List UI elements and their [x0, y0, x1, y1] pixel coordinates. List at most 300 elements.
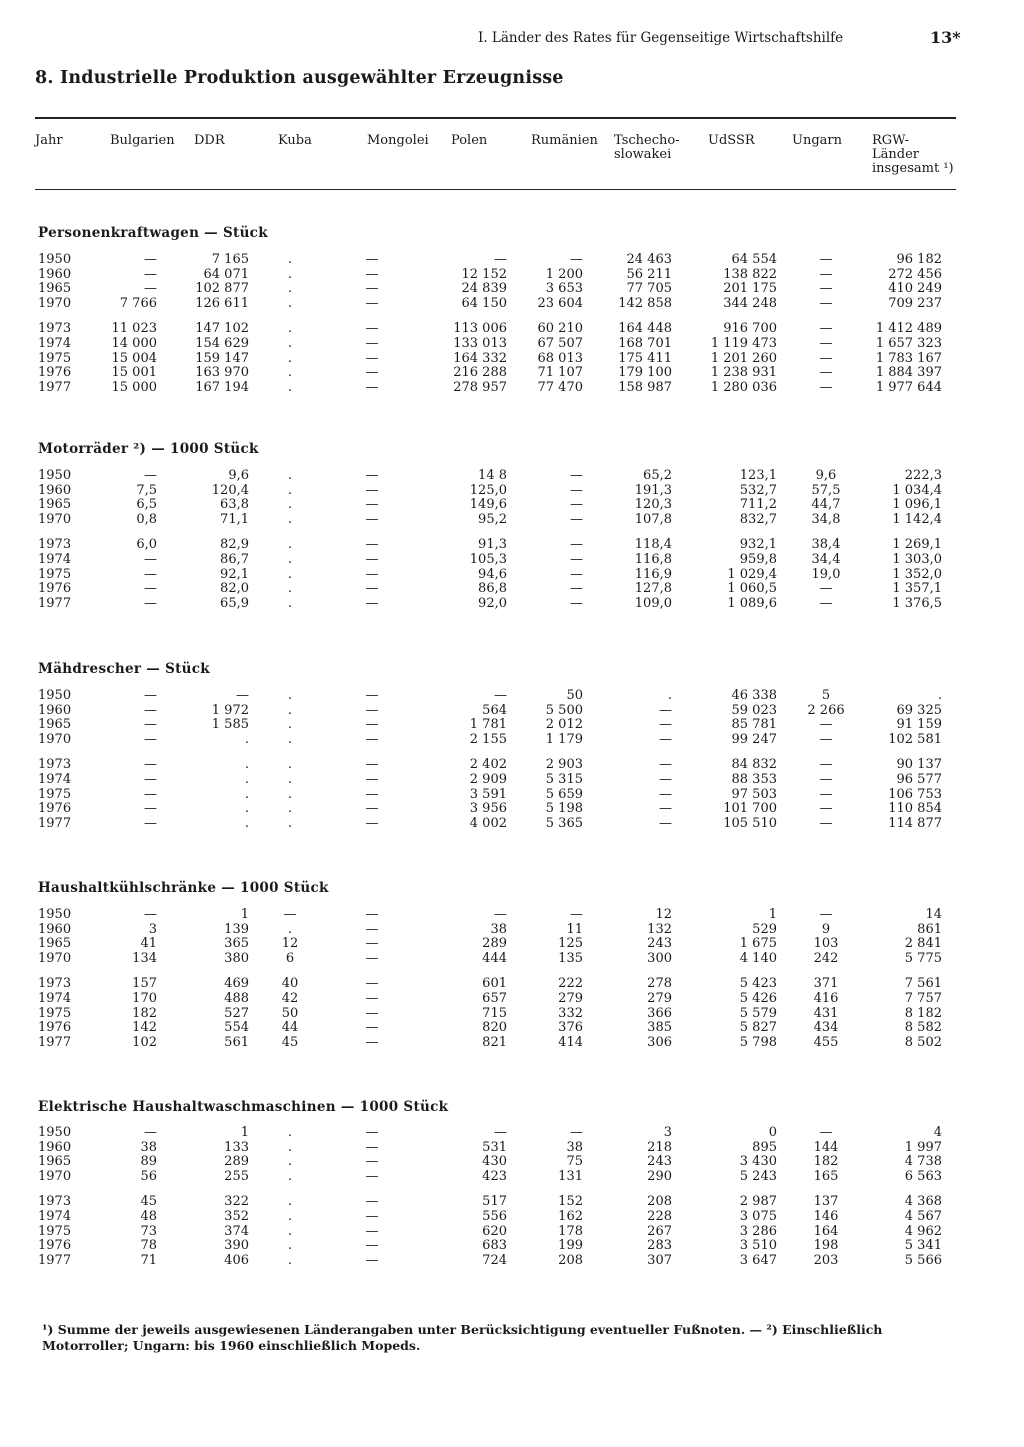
cell-ussr: 4 140 — [739, 950, 777, 966]
cell-cmea-total: 110 854 — [888, 801, 942, 817]
cell-poland: 38 — [490, 921, 507, 937]
cell-year: 1970 — [38, 1168, 72, 1184]
cell-ussr: 959,8 — [739, 552, 777, 567]
table-row — [0, 758, 1024, 773]
cell-romania: — — [570, 595, 583, 611]
cell-cuba: . — [287, 757, 293, 773]
cell-poland: 24 839 — [461, 281, 507, 297]
cell-czechoslovakia: 267 — [647, 1223, 672, 1239]
cell-ussr: 3 647 — [739, 1252, 777, 1268]
cell-mongolia: — — [365, 566, 379, 582]
cell-cuba: . — [287, 1223, 293, 1239]
cell-year: 1973 — [38, 976, 72, 992]
cell-hungary: 38,4 — [811, 537, 841, 553]
cell-mongolia: — — [365, 815, 379, 831]
table-row — [0, 469, 1024, 484]
cell-poland: 105,3 — [469, 552, 507, 567]
cell-hungary: 57,5 — [811, 482, 841, 498]
cell-czechoslovakia: 118,4 — [634, 537, 672, 553]
cell-mongolia: — — [365, 281, 379, 297]
cell-bulgaria: 89 — [140, 1154, 157, 1170]
cell-cuba: . — [287, 815, 293, 831]
table-row — [0, 992, 1024, 1007]
footnote: ¹) Summe der jeweils ausgewiesenen Länderangaben unter Berücksichtigung eventueller Fußnoten. — ²) Einschließlich Motorroller; Ungarn: bis 1960 einschließlich Mopeds. — [42, 1322, 883, 1353]
cell-gdr: 63,8 — [220, 497, 249, 513]
cell-year: 1975 — [38, 566, 72, 582]
cell-cuba: 44 — [281, 1020, 299, 1036]
cell-hungary: 242 — [813, 950, 839, 966]
cell-romania: 152 — [558, 1194, 583, 1210]
cell-cuba: . — [287, 468, 293, 483]
cell-bulgaria: 45 — [140, 1194, 157, 1210]
cell-bulgaria: 48 — [140, 1209, 157, 1224]
cell-gdr: 163 970 — [195, 365, 249, 381]
cell-cuba: — — [283, 907, 297, 922]
cell-romania: 135 — [558, 950, 583, 966]
cell-gdr: 1 972 — [211, 702, 249, 718]
cell-romania: 279 — [558, 991, 583, 1006]
cell-romania: 2 903 — [545, 757, 583, 773]
cell-hungary: — — [819, 365, 833, 381]
cell-mongolia: — — [365, 717, 379, 733]
table-row — [0, 923, 1024, 938]
table-row — [0, 282, 1024, 297]
cell-cuba: . — [287, 786, 293, 802]
cell-gdr: 406 — [224, 1252, 249, 1268]
cell-romania: 5 198 — [545, 801, 583, 817]
table-title: 8. Industrielle Produktion ausgewählter Erzeugnisse — [35, 68, 564, 88]
cell-gdr: 92,1 — [220, 566, 249, 582]
cell-poland: 125,0 — [469, 482, 507, 498]
cell-mongolia: — — [365, 1139, 379, 1155]
cell-mongolia: — — [365, 581, 379, 597]
cell-poland: 601 — [482, 976, 507, 992]
cell-year: 1976 — [38, 801, 72, 817]
cell-year: 1976 — [38, 1020, 72, 1036]
cell-cmea-total: 90 137 — [896, 757, 942, 773]
cell-poland: 2 909 — [469, 772, 507, 787]
column-header-year: Jahr — [35, 133, 63, 148]
cell-mongolia: — — [365, 801, 379, 817]
cell-gdr: 102 877 — [195, 281, 249, 297]
cell-cmea-total: 1 376,5 — [892, 595, 942, 611]
cell-mongolia: — — [365, 295, 379, 311]
cell-cuba: . — [287, 266, 293, 282]
cell-mongolia: — — [365, 1252, 379, 1268]
cell-gdr: 469 — [224, 976, 249, 992]
cell-poland: — — [494, 1125, 507, 1140]
cell-year: 1973 — [38, 321, 72, 337]
cell-romania: 332 — [558, 1005, 583, 1021]
cell-ussr: 529 — [752, 921, 777, 937]
cell-poland: 91,3 — [478, 537, 507, 553]
cell-year: 1977 — [38, 379, 72, 395]
table-row — [0, 1141, 1024, 1156]
cell-ussr: 895 — [752, 1139, 777, 1155]
table-row — [0, 802, 1024, 817]
cell-cmea-total: 1 096,1 — [892, 497, 942, 513]
cell-bulgaria: — — [144, 688, 157, 703]
column-header-poland: Polen — [451, 133, 488, 148]
cell-mongolia: — — [365, 976, 379, 992]
cell-hungary: — — [819, 379, 833, 395]
cell-cuba: 50 — [281, 1005, 299, 1021]
cell-romania: — — [570, 907, 583, 922]
cell-romania: 1 179 — [545, 731, 583, 747]
cell-ussr: 532,7 — [739, 482, 777, 498]
cell-cmea-total: 5 566 — [904, 1252, 942, 1268]
cell-ussr: 99 247 — [731, 731, 777, 747]
cell-poland: — — [494, 252, 507, 267]
cell-hungary: 434 — [813, 1020, 839, 1036]
cell-czechoslovakia: 243 — [647, 1154, 672, 1170]
table-row — [0, 773, 1024, 788]
cell-hungary: — — [819, 717, 833, 733]
cell-cuba: 42 — [281, 991, 299, 1006]
cell-poland: 164 332 — [453, 350, 507, 366]
table-row — [0, 1225, 1024, 1240]
cell-cuba: . — [287, 581, 293, 597]
cell-cuba: . — [287, 281, 293, 297]
cell-mongolia: — — [365, 1223, 379, 1239]
cell-mongolia: — — [365, 552, 379, 567]
table-row — [0, 908, 1024, 923]
cell-czechoslovakia: 132 — [647, 921, 672, 937]
cell-cmea-total: 1 412 489 — [875, 321, 942, 337]
table-row — [0, 733, 1024, 748]
cell-poland: 821 — [482, 1034, 507, 1050]
cell-mongolia: — — [365, 482, 379, 498]
cell-cmea-total: 106 753 — [888, 786, 942, 802]
table-row — [0, 381, 1024, 396]
cell-mongolia: — — [365, 731, 379, 747]
cell-romania: 3 653 — [545, 281, 583, 297]
cell-hungary: — — [819, 1125, 833, 1140]
table-row — [0, 337, 1024, 352]
cell-cmea-total: 1 352,0 — [892, 566, 942, 582]
cell-gdr: 159 147 — [195, 350, 249, 366]
cell-cuba: . — [287, 1209, 293, 1224]
cell-czechoslovakia: 116,9 — [634, 566, 672, 582]
cell-romania: — — [570, 482, 583, 498]
cell-romania: 67 507 — [537, 336, 583, 351]
cell-czechoslovakia: 307 — [647, 1252, 672, 1268]
cell-cuba: 45 — [281, 1034, 299, 1050]
cell-romania: — — [570, 552, 583, 567]
cell-romania: — — [570, 566, 583, 582]
table-row — [0, 788, 1024, 803]
cell-ussr: 85 781 — [731, 717, 777, 733]
cell-cmea-total: 1 142,4 — [892, 511, 942, 527]
cell-bulgaria: 3 — [148, 921, 157, 937]
page-number: 13* — [930, 28, 961, 47]
cell-year: 1977 — [38, 815, 72, 831]
cell-romania: 38 — [566, 1139, 583, 1155]
cell-cmea-total: 1 357,1 — [892, 581, 942, 597]
cell-cmea-total: . — [937, 688, 942, 703]
cell-romania: — — [570, 497, 583, 513]
cell-bulgaria: 41 — [140, 936, 157, 952]
cell-gdr: 365 — [224, 936, 249, 952]
cell-mongolia: — — [365, 757, 379, 773]
cell-ussr: 3 510 — [739, 1238, 777, 1254]
cell-czechoslovakia: 278 — [647, 976, 672, 992]
cell-cuba: . — [287, 688, 293, 703]
cell-cuba: . — [287, 1168, 293, 1184]
cell-czechoslovakia: — — [659, 786, 672, 802]
cell-gdr: 65,9 — [220, 595, 249, 611]
section-title: Elektrische Haushaltwaschmaschinen — 1000 Stück — [38, 1099, 449, 1115]
cell-ussr: 101 700 — [723, 801, 777, 817]
cell-bulgaria: 11 023 — [111, 321, 157, 337]
cell-hungary: — — [819, 595, 833, 611]
cell-bulgaria: 142 — [132, 1020, 157, 1036]
cell-czechoslovakia: 116,8 — [634, 552, 672, 567]
cell-poland: 556 — [482, 1209, 507, 1224]
column-header-romania: Rumänien — [531, 133, 598, 148]
cell-cmea-total: 1 303,0 — [892, 552, 942, 567]
cell-cmea-total: 709 237 — [888, 295, 942, 311]
table-row — [0, 817, 1024, 832]
cell-gdr: . — [244, 731, 249, 747]
cell-czechoslovakia: 107,8 — [634, 511, 672, 527]
cell-czechoslovakia: 142 858 — [618, 295, 672, 311]
cell-cuba: . — [287, 1238, 293, 1254]
cell-year: 1973 — [38, 537, 72, 553]
cell-gdr: 352 — [224, 1209, 249, 1224]
cell-romania: 125 — [558, 936, 583, 952]
cell-poland: 820 — [482, 1020, 507, 1036]
cell-gdr: 86,7 — [220, 552, 249, 567]
cell-romania: 414 — [558, 1034, 583, 1050]
cell-bulgaria: 38 — [140, 1139, 157, 1155]
cell-ussr: 64 554 — [731, 252, 777, 267]
cell-poland: 657 — [482, 991, 507, 1006]
cell-cmea-total: 1 783 167 — [875, 350, 942, 366]
cell-gdr: 133 — [224, 1139, 249, 1155]
cell-poland: 216 288 — [453, 365, 507, 381]
header-rule-bottom — [35, 189, 956, 190]
cell-poland: 2 155 — [469, 731, 507, 747]
cell-bulgaria: 15 004 — [111, 350, 157, 366]
cell-hungary: 146 — [813, 1209, 839, 1224]
cell-hungary: 165 — [813, 1168, 839, 1184]
cell-cuba: . — [287, 801, 293, 817]
cell-cmea-total: 222,3 — [904, 468, 942, 483]
cell-cmea-total: 272 456 — [888, 266, 942, 282]
table-row — [0, 582, 1024, 597]
cell-cmea-total: 91 159 — [896, 717, 942, 733]
cell-czechoslovakia: 109,0 — [634, 595, 672, 611]
cell-romania: 178 — [558, 1223, 583, 1239]
cell-romania: 1 200 — [545, 266, 583, 282]
cell-mongolia: — — [365, 936, 379, 952]
cell-hungary: 203 — [813, 1252, 839, 1268]
cell-poland: 620 — [482, 1223, 507, 1239]
table-row — [0, 513, 1024, 528]
cell-czechoslovakia: 127,8 — [634, 581, 672, 597]
cell-ussr: 3 430 — [739, 1154, 777, 1170]
cell-gdr: — — [236, 688, 249, 703]
cell-mongolia: — — [365, 1238, 379, 1254]
cell-mongolia: — — [365, 688, 379, 703]
cell-hungary: — — [819, 252, 833, 267]
cell-bulgaria: — — [144, 702, 157, 718]
cell-cuba: . — [287, 566, 293, 582]
cell-year: 1974 — [38, 552, 72, 567]
cell-ussr: 1 238 931 — [710, 365, 777, 381]
cell-bulgaria: — — [144, 757, 157, 773]
cell-year: 1977 — [38, 1252, 72, 1268]
cell-ussr: 5 827 — [739, 1020, 777, 1036]
cell-cuba: . — [287, 511, 293, 527]
cell-cmea-total: 8 182 — [904, 1005, 942, 1021]
cell-year: 1965 — [38, 497, 72, 513]
cell-gdr: 374 — [224, 1223, 249, 1239]
cell-ussr: 832,7 — [739, 511, 777, 527]
cell-mongolia: — — [365, 1005, 379, 1021]
cell-year: 1977 — [38, 595, 72, 611]
cell-hungary: 198 — [813, 1238, 839, 1254]
cell-cuba: . — [287, 497, 293, 513]
cell-hungary: 371 — [813, 976, 839, 992]
cell-poland: — — [494, 688, 507, 703]
cell-year: 1976 — [38, 1238, 72, 1254]
cell-czechoslovakia: 120,3 — [634, 497, 672, 513]
cell-cmea-total: 96 182 — [896, 252, 942, 267]
cell-poland: 289 — [482, 936, 507, 952]
cell-ussr: 5 579 — [739, 1005, 777, 1021]
cell-cmea-total: 102 581 — [888, 731, 942, 747]
cell-poland: 1 781 — [469, 717, 507, 733]
cell-year: 1976 — [38, 365, 72, 381]
cell-hungary: 416 — [813, 991, 839, 1006]
cell-ussr: 711,2 — [739, 497, 777, 513]
table-row — [0, 952, 1024, 967]
cell-ussr: 1 — [768, 907, 777, 922]
cell-romania: 208 — [558, 1252, 583, 1268]
cell-gdr: 527 — [224, 1005, 249, 1021]
cell-year: 1970 — [38, 731, 72, 747]
cell-bulgaria: — — [144, 566, 157, 582]
column-header-cuba: Kuba — [278, 133, 312, 148]
cell-cmea-total: 1 034,4 — [892, 482, 942, 498]
cell-year: 1965 — [38, 717, 72, 733]
cell-gdr: 488 — [224, 991, 249, 1006]
cell-ussr: 138 822 — [723, 266, 777, 282]
cell-year: 1970 — [38, 950, 72, 966]
cell-romania: 376 — [558, 1020, 583, 1036]
cell-romania: 5 365 — [545, 815, 583, 831]
cell-year: 1965 — [38, 1154, 72, 1170]
cell-poland: 430 — [482, 1154, 507, 1170]
cell-romania: 131 — [558, 1168, 583, 1184]
cell-bulgaria: 7,5 — [136, 482, 157, 498]
cell-ussr: 3 286 — [739, 1223, 777, 1239]
cell-bulgaria: 73 — [140, 1223, 157, 1239]
cell-romania: — — [570, 252, 583, 267]
cell-poland: 531 — [482, 1139, 507, 1155]
cell-year: 1975 — [38, 1223, 72, 1239]
cell-ussr: 59 023 — [731, 702, 777, 718]
cell-poland: 12 152 — [461, 266, 507, 282]
cell-poland: 724 — [482, 1252, 507, 1268]
cell-bulgaria: — — [144, 907, 157, 922]
cell-mongolia: — — [365, 786, 379, 802]
table-row — [0, 538, 1024, 553]
cell-bulgaria: — — [144, 266, 157, 282]
cell-ussr: 105 510 — [723, 815, 777, 831]
cell-mongolia: — — [365, 379, 379, 395]
cell-hungary: 164 — [813, 1223, 839, 1239]
cell-bulgaria: 134 — [132, 950, 157, 966]
cell-year: 1965 — [38, 936, 72, 952]
cell-poland: 86,8 — [478, 581, 507, 597]
cell-ussr: 916 700 — [723, 321, 777, 337]
cell-czechoslovakia: — — [659, 801, 672, 817]
cell-cuba: . — [287, 1252, 293, 1268]
cell-poland: 3 956 — [469, 801, 507, 817]
cell-mongolia: — — [365, 321, 379, 337]
cell-ussr: 5 423 — [739, 976, 777, 992]
section-title: Haushaltkühlschränke — 1000 Stück — [38, 880, 329, 896]
column-header-cmea-total: RGW- Länder insgesamt ¹) — [872, 133, 954, 176]
cell-ussr: 1 029,4 — [727, 566, 777, 582]
table-row — [0, 1021, 1024, 1036]
cell-cmea-total: 8 582 — [904, 1020, 942, 1036]
cell-year: 1965 — [38, 281, 72, 297]
cell-poland: 64 150 — [461, 295, 507, 311]
cell-ussr: 3 075 — [739, 1209, 777, 1224]
cell-ussr: 5 426 — [739, 991, 777, 1006]
cell-poland: 278 957 — [453, 379, 507, 395]
cell-romania: — — [570, 1125, 583, 1140]
cell-cuba: . — [287, 295, 293, 311]
column-header-hungary: Ungarn — [792, 133, 842, 148]
table-row — [0, 297, 1024, 312]
cell-cmea-total: 4 368 — [904, 1194, 942, 1210]
cell-bulgaria: 157 — [132, 976, 157, 992]
cell-cuba: 6 — [285, 950, 295, 966]
cell-mongolia: — — [365, 336, 379, 351]
cell-bulgaria: 15 001 — [111, 365, 157, 381]
cell-romania: 23 604 — [537, 295, 583, 311]
table-row — [0, 268, 1024, 283]
cell-bulgaria: 14 000 — [111, 336, 157, 351]
cell-ussr: 1 201 260 — [710, 350, 777, 366]
cell-year: 1976 — [38, 581, 72, 597]
cell-gdr: . — [244, 772, 249, 787]
cell-czechoslovakia: 385 — [647, 1020, 672, 1036]
cell-year: 1950 — [38, 907, 72, 922]
cell-mongolia: — — [365, 702, 379, 718]
cell-hungary: — — [819, 321, 833, 337]
cell-czechoslovakia: — — [659, 731, 672, 747]
cell-year: 1975 — [38, 786, 72, 802]
cell-hungary: — — [819, 815, 833, 831]
cell-cuba: . — [287, 365, 293, 381]
cell-gdr: . — [244, 786, 249, 802]
cell-mongolia: — — [365, 511, 379, 527]
cell-poland: 95,2 — [478, 511, 507, 527]
table-row — [0, 568, 1024, 583]
cell-mongolia: — — [365, 595, 379, 611]
table-row — [0, 1126, 1024, 1141]
table-row — [0, 1036, 1024, 1051]
cell-czechoslovakia: — — [659, 815, 672, 831]
cell-romania: 50 — [566, 688, 583, 703]
cell-year: 1975 — [38, 1005, 72, 1021]
